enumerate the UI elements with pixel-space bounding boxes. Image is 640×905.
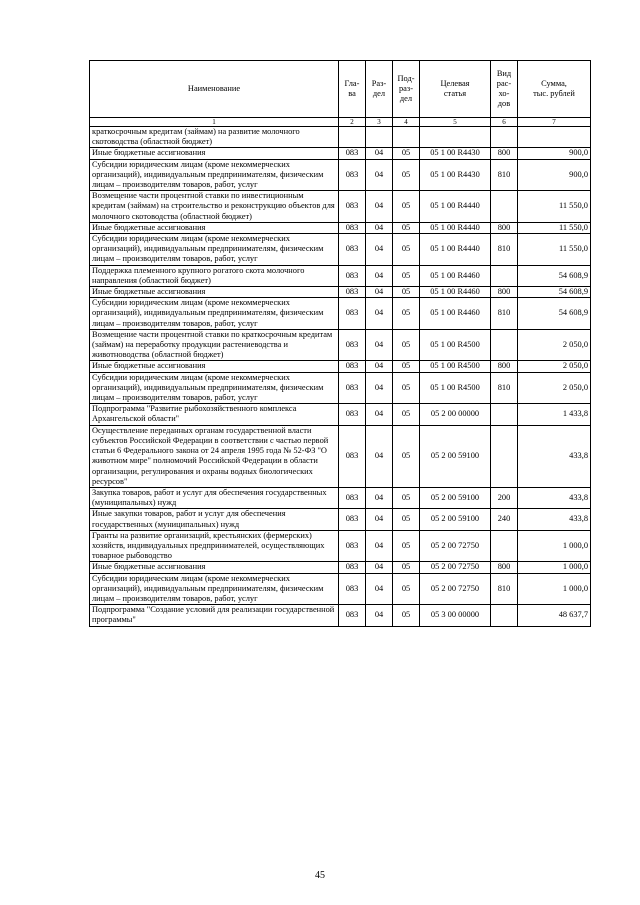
cell-podrazdel: 05 xyxy=(393,361,420,372)
cell-name: Иные бюджетные ассигнования xyxy=(90,287,339,298)
cell-summa: 1 433,8 xyxy=(518,404,591,425)
cell-podrazdel: 05 xyxy=(393,509,420,530)
cell-name: Субсидии юридическим лицам (кроме некоммерческих организаций), индивидуальным предпринимателям, физическим лицам – производителям товаров, работ, услуг xyxy=(90,159,339,191)
table-row xyxy=(90,298,591,330)
column-number: 5 xyxy=(420,118,491,127)
cell-razdel: 04 xyxy=(366,605,393,626)
cell-name: Субсидии юридическим лицам (кроме некоммерческих организаций), индивидуальным предпринимателям, физическим лицам – производителям товаров, работ, услуг xyxy=(90,298,339,330)
table-row xyxy=(90,425,591,487)
cell-podrazdel: 05 xyxy=(393,404,420,425)
cell-summa: 433,8 xyxy=(518,425,591,487)
cell-statya: 05 2 00 00000 xyxy=(420,404,491,425)
cell-glava: 083 xyxy=(339,509,366,530)
cell-statya: 05 1 00 R4430 xyxy=(420,148,491,159)
column-number: 3 xyxy=(366,118,393,127)
table-row xyxy=(90,159,591,191)
cell-statya: 05 2 00 72750 xyxy=(420,573,491,605)
page-number: 45 xyxy=(315,870,325,881)
cell-summa: 900,0 xyxy=(518,148,591,159)
cell-vid: 810 xyxy=(491,298,518,330)
cell-statya: 05 3 00 00000 xyxy=(420,605,491,626)
cell-statya: 05 1 00 R4440 xyxy=(420,222,491,233)
table-row xyxy=(90,509,591,530)
cell-summa: 1 000,0 xyxy=(518,562,591,573)
cell-vid: 800 xyxy=(491,222,518,233)
cell-summa: 2 050,0 xyxy=(518,361,591,372)
table-row xyxy=(90,605,591,626)
cell-glava: 083 xyxy=(339,404,366,425)
cell-podrazdel: 05 xyxy=(393,265,420,286)
cell-razdel: 04 xyxy=(366,222,393,233)
cell-vid: 810 xyxy=(491,573,518,605)
column-number: 4 xyxy=(393,118,420,127)
header-statya: Целевая статья xyxy=(420,61,491,118)
header-name: Наименование xyxy=(90,61,339,118)
cell-name: Подпрограмма "Создание условий для реализации государственной программы" xyxy=(90,605,339,626)
cell-statya: 05 1 00 R4460 xyxy=(420,265,491,286)
cell-razdel: 04 xyxy=(366,404,393,425)
cell-glava: 083 xyxy=(339,425,366,487)
table-row xyxy=(90,127,591,148)
table-row xyxy=(90,562,591,573)
cell-glava: 083 xyxy=(339,298,366,330)
cell-statya: 05 2 00 59100 xyxy=(420,509,491,530)
cell-podrazdel: 05 xyxy=(393,530,420,562)
cell-name: Иные бюджетные ассигнования xyxy=(90,361,339,372)
table-row xyxy=(90,573,591,605)
cell-statya: 05 1 00 R4460 xyxy=(420,298,491,330)
cell-vid xyxy=(491,329,518,361)
cell-razdel: 04 xyxy=(366,298,393,330)
table-row xyxy=(90,487,591,508)
table-row xyxy=(90,329,591,361)
cell-name: Иные бюджетные ассигнования xyxy=(90,562,339,573)
cell-name: Иные бюджетные ассигнования xyxy=(90,148,339,159)
cell-name: Иные бюджетные ассигнования xyxy=(90,222,339,233)
cell-vid xyxy=(491,425,518,487)
cell-name: Возмещение части процентной ставки по краткосрочным кредитам (займам) на переработку продукции растениеводства и животноводства (областной бюджет) xyxy=(90,329,339,361)
cell-podrazdel: 05 xyxy=(393,234,420,266)
cell-name: Поддержка племенного крупного рогатого скота молочного направления (областной бюджет) xyxy=(90,265,339,286)
cell-vid xyxy=(491,191,518,223)
cell-vid: 810 xyxy=(491,234,518,266)
cell-razdel: 04 xyxy=(366,509,393,530)
cell-podrazdel: 05 xyxy=(393,222,420,233)
cell-razdel: 04 xyxy=(366,234,393,266)
cell-glava: 083 xyxy=(339,487,366,508)
cell-podrazdel: 05 xyxy=(393,287,420,298)
cell-summa xyxy=(518,127,591,148)
table-row xyxy=(90,222,591,233)
column-number-row xyxy=(90,118,591,127)
cell-glava: 083 xyxy=(339,361,366,372)
cell-razdel: 04 xyxy=(366,530,393,562)
cell-podrazdel: 05 xyxy=(393,148,420,159)
cell-statya: 05 1 00 R4430 xyxy=(420,159,491,191)
cell-name: Субсидии юридическим лицам (кроме некоммерческих организаций), индивидуальным предпринимателям, физическим лицам – производителям товаров, работ, услуг xyxy=(90,372,339,404)
cell-summa: 433,8 xyxy=(518,487,591,508)
cell-summa: 433,8 xyxy=(518,509,591,530)
cell-vid xyxy=(491,404,518,425)
cell-podrazdel: 05 xyxy=(393,298,420,330)
cell-razdel: 04 xyxy=(366,265,393,286)
cell-statya: 05 2 00 59100 xyxy=(420,487,491,508)
cell-statya xyxy=(420,127,491,148)
cell-vid xyxy=(491,127,518,148)
cell-razdel: 04 xyxy=(366,159,393,191)
cell-vid: 240 xyxy=(491,509,518,530)
cell-razdel: 04 xyxy=(366,372,393,404)
cell-name: Подпрограмма "Развитие рыбохозяйственного комплекса Архангельской области" xyxy=(90,404,339,425)
cell-glava: 083 xyxy=(339,530,366,562)
cell-podrazdel: 05 xyxy=(393,372,420,404)
cell-summa: 1 000,0 xyxy=(518,573,591,605)
cell-razdel: 04 xyxy=(366,148,393,159)
cell-podrazdel: 05 xyxy=(393,605,420,626)
cell-razdel: 04 xyxy=(366,562,393,573)
cell-vid: 810 xyxy=(491,159,518,191)
cell-name: Гранты на развитие организаций, крестьянских (фермерских) хозяйств, индивидуальных предпринимателей, осуществляющих товарное рыбоводство xyxy=(90,530,339,562)
cell-glava: 083 xyxy=(339,329,366,361)
cell-statya: 05 2 00 59100 xyxy=(420,425,491,487)
header-summa: Сумма, тыс. рублей xyxy=(518,61,591,118)
cell-summa: 1 000,0 xyxy=(518,530,591,562)
cell-name: Закупка товаров, работ и услуг для обеспечения государственных (муниципальных) нужд xyxy=(90,487,339,508)
cell-razdel: 04 xyxy=(366,191,393,223)
table-row xyxy=(90,404,591,425)
cell-name: Возмещение части процентной ставки по инвестиционным кредитам (займам) на строительство и реконструкцию объектов для молочного скотоводства (областной бюджет) xyxy=(90,191,339,223)
header-vid: Вид рас- хо- дов xyxy=(491,61,518,118)
cell-vid xyxy=(491,265,518,286)
column-number: 7 xyxy=(518,118,591,127)
cell-podrazdel: 05 xyxy=(393,425,420,487)
cell-glava: 083 xyxy=(339,562,366,573)
cell-name: краткосрочным кредитам (займам) на развитие молочного скотоводства (областной бюджет) xyxy=(90,127,339,148)
cell-statya: 05 1 00 R4500 xyxy=(420,372,491,404)
cell-vid xyxy=(491,530,518,562)
cell-summa: 2 050,0 xyxy=(518,329,591,361)
cell-name: Субсидии юридическим лицам (кроме некоммерческих организаций), индивидуальным предпринимателям, физическим лицам – производителям товаров, работ, услуг xyxy=(90,573,339,605)
cell-glava: 083 xyxy=(339,191,366,223)
cell-glava: 083 xyxy=(339,372,366,404)
cell-name: Субсидии юридическим лицам (кроме некоммерческих организаций), индивидуальным предпринимателям, физическим лицам – производителям товаров, работ, услуг xyxy=(90,234,339,266)
cell-podrazdel: 05 xyxy=(393,562,420,573)
cell-podrazdel: 05 xyxy=(393,573,420,605)
cell-statya: 05 1 00 R4500 xyxy=(420,329,491,361)
cell-glava: 083 xyxy=(339,159,366,191)
cell-vid: 800 xyxy=(491,287,518,298)
cell-summa: 11 550,0 xyxy=(518,234,591,266)
cell-summa: 54 608,9 xyxy=(518,298,591,330)
cell-vid: 800 xyxy=(491,562,518,573)
table-row xyxy=(90,361,591,372)
cell-statya: 05 1 00 R4440 xyxy=(420,191,491,223)
cell-name: Иные закупки товаров, работ и услуг для обеспечения государственных (муниципальных) нужд xyxy=(90,509,339,530)
table-row xyxy=(90,148,591,159)
cell-razdel: 04 xyxy=(366,425,393,487)
cell-summa: 900,0 xyxy=(518,159,591,191)
cell-glava: 083 xyxy=(339,222,366,233)
cell-podrazdel: 05 xyxy=(393,329,420,361)
cell-podrazdel: 05 xyxy=(393,487,420,508)
table-row xyxy=(90,265,591,286)
cell-vid: 810 xyxy=(491,372,518,404)
cell-podrazdel: 05 xyxy=(393,159,420,191)
table-row xyxy=(90,191,591,223)
cell-podrazdel xyxy=(393,127,420,148)
cell-statya: 05 2 00 72750 xyxy=(420,562,491,573)
cell-razdel: 04 xyxy=(366,361,393,372)
table-row xyxy=(90,234,591,266)
cell-summa: 48 637,7 xyxy=(518,605,591,626)
cell-podrazdel: 05 xyxy=(393,191,420,223)
budget-table xyxy=(89,60,591,627)
cell-statya: 05 2 00 72750 xyxy=(420,530,491,562)
cell-glava: 083 xyxy=(339,234,366,266)
cell-statya: 05 1 00 R4460 xyxy=(420,287,491,298)
cell-razdel: 04 xyxy=(366,487,393,508)
cell-statya: 05 1 00 R4440 xyxy=(420,234,491,266)
cell-vid: 800 xyxy=(491,361,518,372)
cell-vid: 200 xyxy=(491,487,518,508)
cell-glava: 083 xyxy=(339,605,366,626)
cell-glava xyxy=(339,127,366,148)
table-row xyxy=(90,372,591,404)
cell-summa: 54 608,9 xyxy=(518,287,591,298)
cell-summa: 54 608,9 xyxy=(518,265,591,286)
header-podrazdel: Под- раз- дел xyxy=(393,61,420,118)
cell-summa: 2 050,0 xyxy=(518,372,591,404)
cell-glava: 083 xyxy=(339,265,366,286)
cell-summa: 11 550,0 xyxy=(518,191,591,223)
cell-vid: 800 xyxy=(491,148,518,159)
header-razdel: Раз- дел xyxy=(366,61,393,118)
table-row xyxy=(90,287,591,298)
table-header-row xyxy=(90,61,591,118)
table-row xyxy=(90,530,591,562)
cell-glava: 083 xyxy=(339,148,366,159)
column-number: 6 xyxy=(491,118,518,127)
cell-glava: 083 xyxy=(339,573,366,605)
cell-razdel: 04 xyxy=(366,287,393,298)
cell-razdel: 04 xyxy=(366,329,393,361)
cell-summa: 11 550,0 xyxy=(518,222,591,233)
cell-glava: 083 xyxy=(339,287,366,298)
column-number: 1 xyxy=(90,118,339,127)
header-glava: Гла- ва xyxy=(339,61,366,118)
cell-name: Осуществление переданных органам государственной власти субъектов Российской Федерации в соответствии с частью первой статьи 6 Федерального закона от 24 апреля 1995 года № 52-ФЗ "О животном мире" полномочий Российской Федерации в области организации, регулирования и охраны водных биологических ресурсов" xyxy=(90,425,339,487)
cell-razdel: 04 xyxy=(366,573,393,605)
column-number: 2 xyxy=(339,118,366,127)
cell-statya: 05 1 00 R4500 xyxy=(420,361,491,372)
cell-vid xyxy=(491,605,518,626)
cell-razdel xyxy=(366,127,393,148)
